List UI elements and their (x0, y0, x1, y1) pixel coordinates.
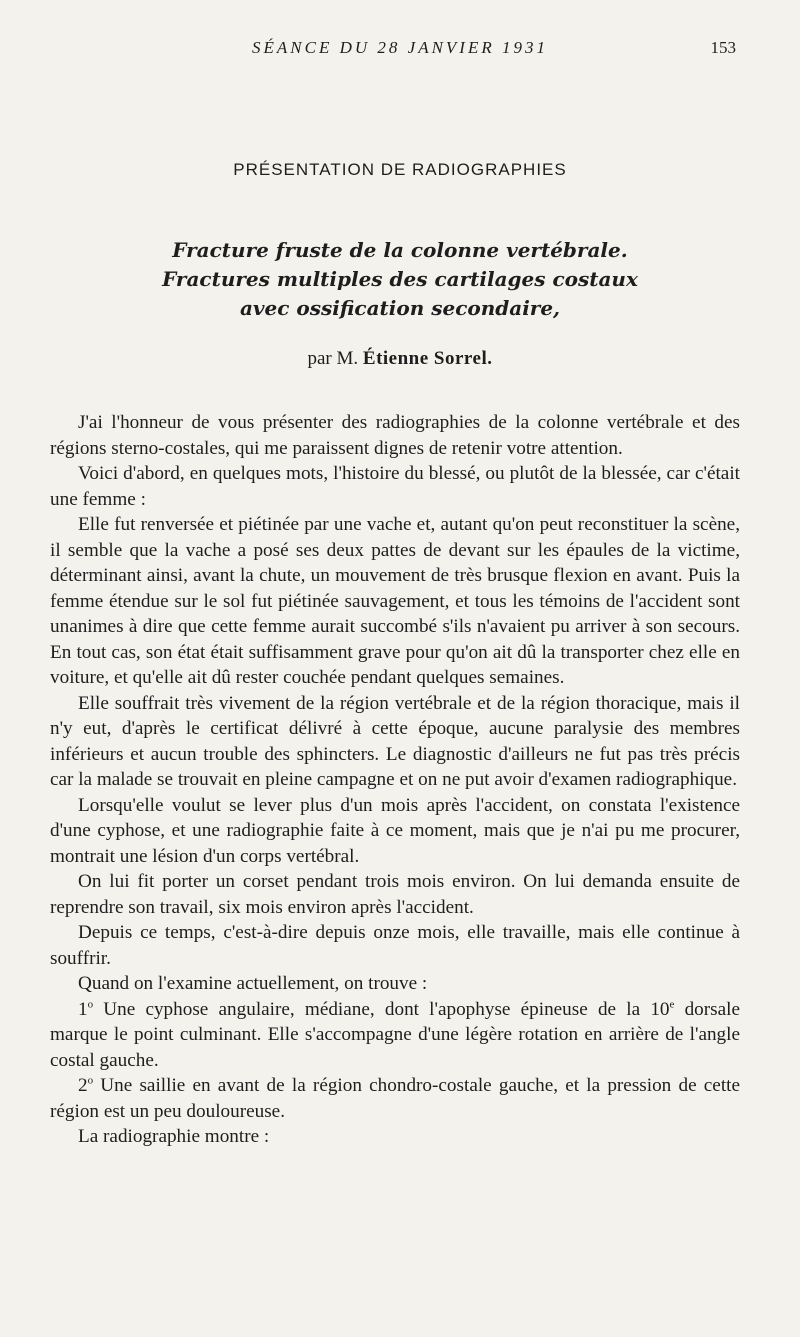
ordinal-suffix: e (669, 998, 675, 1011)
item-text: Une cyphose angulaire, médiane, dont l'apophyse épineuse de la (93, 998, 651, 1020)
closing-line: La radiographie montre : (78, 1126, 270, 1147)
running-title: SÉANCE DU 28 JANVIER 1931 (252, 38, 548, 57)
paragraph: Voici d'abord, en quelques mots, l'histoire du blessé, ou plutôt de la blessée, car c'était une femme : (50, 463, 740, 510)
paragraph: Quand on l'examine actuellement, on trouve : (78, 973, 428, 994)
byline-prefix: par M. (307, 348, 359, 369)
finding-item-2 (50, 1073, 740, 1124)
ordinal: 10 (650, 998, 670, 1020)
degree-mark: o (87, 1074, 94, 1087)
page-number: 153 (710, 38, 736, 57)
paragraph: Elle souffrait très vivement de la région vertébrale et de la région thoracique, mais il n'y eut, d'après le certificat délivré à cette époque, aucune paralysie des membres inférieurs et aucun trouble des sphincters. Le diagnostic d'ailleurs ne fut pas très précis car la malade se trouvait en pleine campagne et on ne put avoir d'examen radiographique. (50, 692, 740, 790)
finding-item-1 (50, 997, 740, 1074)
section-title: PRÉSENTATION DE RADIOGRAPHIES (233, 160, 567, 179)
paragraph: On lui fit porter un corset pendant trois mois environ. On lui demanda ensuite de reprendre son travail, six mois environ après l'accident. (50, 871, 740, 918)
item-text: dorsale marque le point culminant. Elle s'accompagne d'une légère rotation en arrière de l'angle costal gauche. (50, 998, 740, 1071)
article-title (90, 236, 710, 323)
item-text: Une saillie en avant de la région chondro-costale gauche, et la pression de cette région est un peu douloureuse. (50, 1075, 740, 1122)
paragraph: J'ai l'honneur de vous présenter des radiographies de la colonne vertébrale et des régions sterno-costales, qui me paraissent dignes de retenir votre attention. (50, 412, 740, 459)
article-title-line-1: Fracture fruste de la colonne vertébrale. (172, 238, 628, 262)
running-header (0, 38, 800, 62)
byline (0, 348, 800, 370)
paragraph: Depuis ce temps, c'est-à-dire depuis onze mois, elle travaille, mais elle continue à souffrir. (50, 922, 740, 969)
paragraph: Elle fut renversée et piétinée par une vache et, autant qu'on peut reconstituer la scène, il semble que la vache a posé ses deux pattes de devant sur les épaules de la victime, déterminant ainsi, avant la chute, un mouvement de très brusque flexion en avant. Puis la femme étendue sur le sol fut piétinée sauvagement, et tous les témoins de l'accident sont unanimes à dire que cette femme aurait succombé s'ils n'avaient pu arriver à son secours. En tout cas, son état était suffisamment grave pour qu'on ait dû la transporter chez elle en voiture, et qu'elle ait dû rester couchée pendant quelques semaines. (50, 514, 740, 688)
byline-author: Étienne Sorrel. (362, 348, 493, 369)
article-title-line-2: Fractures multiples des cartilages costaux (162, 267, 638, 291)
article-body (50, 410, 740, 1150)
item-number: 1 (78, 998, 88, 1020)
paragraph: Lorsqu'elle voulut se lever plus d'un mois après l'accident, on constata l'existence d'une cyphose, et une radiographie faite à ce moment, mais que je n'ai pu me procurer, montrait une lésion d'un corps vertébral. (50, 794, 740, 867)
article-title-line-3: avec ossification secondaire, (239, 296, 561, 320)
degree-mark: o (87, 998, 94, 1011)
item-number: 2 (78, 1075, 88, 1096)
